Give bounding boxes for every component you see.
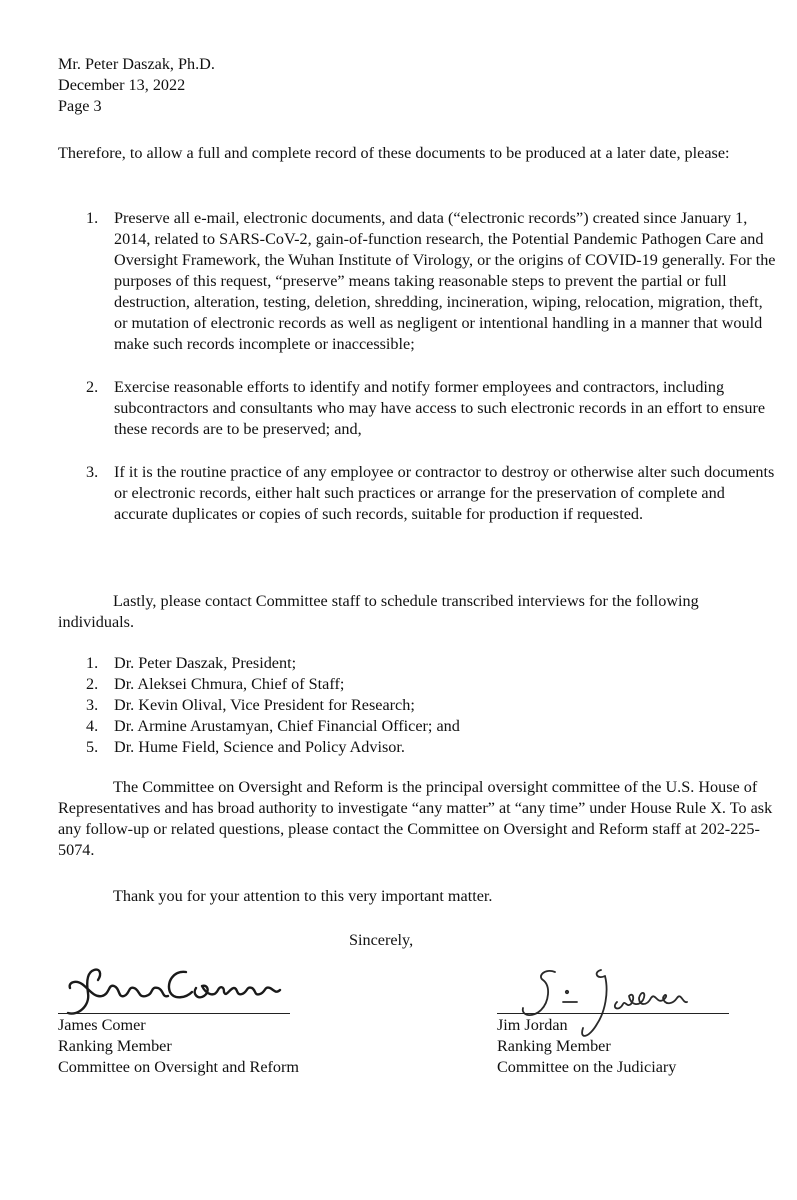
preservation-requests-list (86, 208, 776, 525)
list-item-text: Dr. Hume Field, Science and Policy Advisor. (114, 738, 405, 756)
intro-paragraph: Therefore, to allow a full and complete record of these documents to be produced at a later date, please: (58, 144, 730, 162)
letter-date: December 13, 2022 (58, 76, 186, 94)
recipient-name: Mr. Peter Daszak, Ph.D. (58, 55, 215, 73)
list-item (86, 674, 686, 695)
list-item-text: Dr. Armine Arustamyan, Chief Financial Officer; and (114, 717, 460, 735)
list-item-text: Preserve all e-mail, electronic documents, and data (“electronic records”) created since January 1, 2014, related to SARS-CoV-2, gain-of-function research, the Potential Pandemic Pathogen Care and Oversight Framework, the Wuhan Institute of Virology, or the origins of COVID-19 generally. For the purposes of this request, “preserve” means taking reasonable steps to prevent the partial or full destruction, alteration, testing, deletion, shredding, incineration, wiping, relocation, migration, theft, or mutation of electronic records as well as negligent or intentional handling in a manner that would make such records incomplete or inaccessible; (114, 209, 776, 353)
signatory-committee: Committee on the Judiciary (497, 1058, 677, 1076)
list-item-text: Exercise reasonable efforts to identify and notify former employees and contractors, including subcontractors and consultants who may have access to such electronic records in an effort to ensure these records are to be preserved; and, (114, 378, 766, 438)
letter-header (58, 54, 215, 117)
list-number: 3. (86, 696, 99, 714)
list-number: 5. (86, 738, 99, 756)
signatory-name: Jim Jordan (497, 1016, 568, 1034)
list-item-text: Dr. Peter Daszak, President; (114, 654, 297, 672)
list-item (86, 695, 686, 716)
list-number: 1. (86, 654, 99, 672)
signatory-title: Ranking Member (497, 1037, 611, 1055)
committee-authority-paragraph: The Committee on Oversight and Reform is the principal oversight committee of the U.S. House of Representatives and has broad authority to investigate “any matter” at “any time” under House Rule X. To ask any follow-up or related questions, please contact the Committee on Oversight and Reform staff at 202-225-5074. (58, 778, 773, 859)
signature-line-right (497, 1013, 729, 1014)
comer-signature (58, 958, 298, 1020)
list-number: 2. (86, 378, 99, 396)
list-item (86, 716, 686, 737)
signatory-title: Ranking Member (58, 1037, 172, 1055)
individuals-list (86, 653, 686, 758)
list-item-text: Dr. Kevin Olival, Vice President for Research; (114, 696, 415, 714)
interviews-paragraph: Lastly, please contact Committee staff to schedule transcribed interviews for the following individuals. (58, 592, 699, 631)
thanks-line: Thank you for your attention to this very important matter. (113, 887, 493, 905)
list-number: 2. (86, 675, 99, 693)
list-item (86, 377, 776, 440)
signature-line-left (58, 1013, 290, 1014)
list-number: 3. (86, 463, 99, 481)
list-item-text: If it is the routine practice of any employee or contractor to destroy or otherwise alter such documents or electronic records, either halt such practices or arrange for the preservation of complete and accurate duplicates or copies of such records, suitable for production if requested. (114, 463, 775, 523)
signatory-left (58, 1015, 299, 1078)
list-item (86, 462, 776, 525)
signatory-committee: Committee on Oversight and Reform (58, 1058, 299, 1076)
list-number: 1. (86, 209, 99, 227)
closing-line: Sincerely, (349, 931, 414, 949)
list-item (86, 208, 776, 355)
list-item (86, 737, 686, 758)
page-number: Page 3 (58, 97, 102, 115)
list-item-text: Dr. Aleksei Chmura, Chief of Staff; (114, 675, 345, 693)
list-item (86, 653, 686, 674)
signatory-right (497, 1015, 676, 1078)
signatory-name: James Comer (58, 1016, 146, 1034)
list-number: 4. (86, 717, 99, 735)
